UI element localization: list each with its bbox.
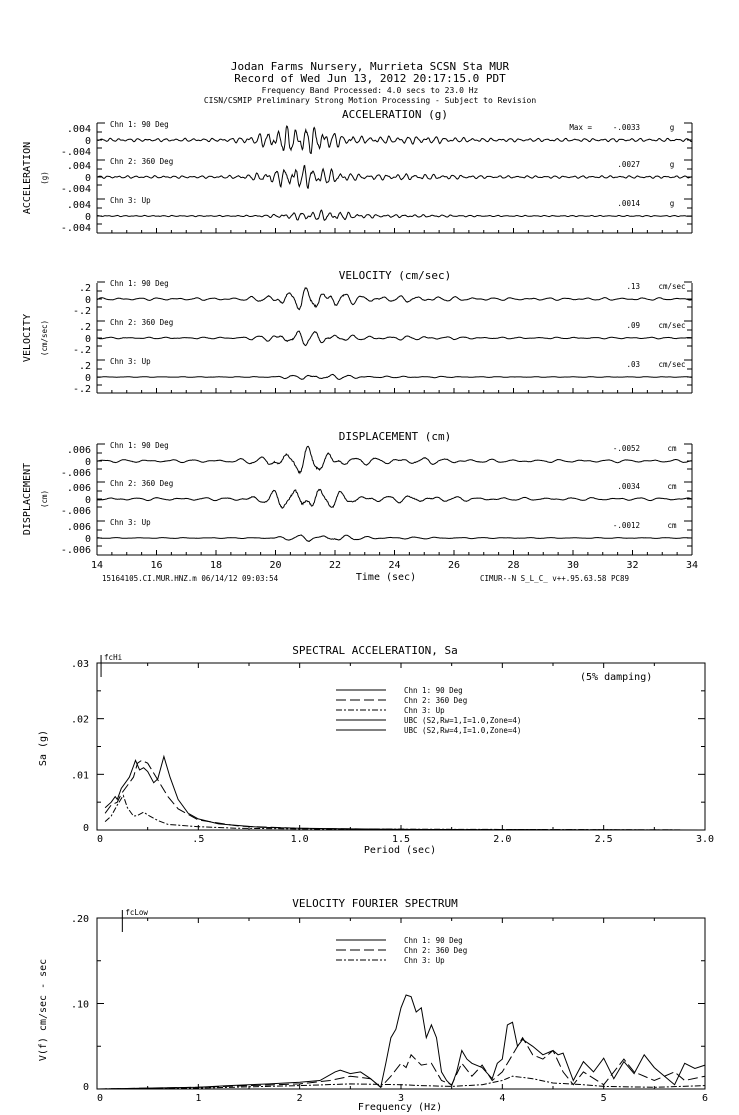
channel-max-value: .13 — [626, 282, 640, 291]
x-tick-label: 4 — [499, 1093, 506, 1104]
channel-max-value: .0027 — [617, 160, 640, 169]
cutoff-marker-label: fcLow — [125, 908, 148, 917]
waveform-trace — [97, 489, 692, 508]
x-tick-label: 5 — [600, 1093, 607, 1104]
time-tick-label: 18 — [209, 560, 223, 571]
fourier-xlabel: Frequency (Hz) — [357, 1102, 443, 1113]
channel-label: Chn 3: Up — [110, 196, 151, 205]
channel-max-unit: cm — [667, 521, 677, 530]
y-tick-label: -.004 — [60, 223, 91, 234]
cutoff-marker-label: fcHi — [104, 653, 123, 662]
x-tick-label: 2.0 — [493, 834, 512, 845]
y-tick-label: .2 — [78, 283, 91, 294]
y-tick-label: -.006 — [60, 545, 91, 556]
channel-max-value: .03 — [626, 360, 640, 369]
legend-label: Chn 2: 360 Deg — [404, 696, 468, 705]
y-tick-label: -.006 — [60, 506, 91, 517]
channel-max-value: .0034 — [617, 482, 640, 491]
channel-max-unit: cm/sec — [658, 282, 686, 291]
channel-label: Chn 2: 360 Deg — [110, 318, 174, 327]
plot-frame — [97, 663, 705, 830]
x-tick-label: 3 — [397, 1093, 405, 1104]
y-tick-label: .006 — [66, 445, 91, 456]
time-tick-label: 26 — [447, 560, 461, 571]
y-tick-label: .20 — [70, 914, 89, 925]
series-line — [105, 760, 705, 830]
y-tick-label: -.2 — [72, 384, 91, 395]
legend-label: Chn 2: 360 Deg — [404, 946, 468, 955]
series-line — [105, 757, 705, 831]
channel-label: Chn 3: Up — [110, 357, 151, 366]
acceleration-yunit: (g) — [40, 171, 49, 185]
y-tick-label: .03 — [70, 659, 89, 670]
waveform-trace — [97, 288, 692, 310]
channel-max-unit: g — [669, 123, 675, 132]
spectral-acceleration-title: SPECTRAL ACCELERATION, Sa — [292, 644, 458, 657]
y-tick-label: 0 — [84, 373, 91, 384]
legend-label: Chn 3: Up — [404, 956, 445, 965]
legend-label: UBC (S2,Rw=4,I=1.0,Zone=4) — [404, 726, 522, 735]
fourier-spectrum-title: VELOCITY FOURIER SPECTRUM — [292, 897, 458, 910]
channel-max-value: .0014 — [617, 199, 640, 208]
displacement-ylabel: DISPLACEMENT — [22, 462, 33, 536]
series-line — [105, 796, 705, 831]
waveform-trace — [97, 166, 692, 189]
y-tick-label: 0 — [84, 212, 91, 223]
x-tick-label: 3.0 — [695, 834, 715, 845]
y-tick-label: 0 — [82, 823, 89, 834]
legend-label: Chn 3: Up — [404, 706, 445, 715]
series-line — [97, 995, 705, 1089]
time-tick-label: 30 — [566, 560, 580, 571]
velocity-title: VELOCITY (cm/sec) — [338, 269, 452, 282]
channel-label: Chn 3: Up — [110, 518, 151, 527]
y-tick-label: 0 — [82, 1082, 89, 1093]
x-tick-label: .5 — [192, 834, 205, 845]
y-tick-label: .2 — [78, 361, 91, 372]
channel-max-value: .09 — [626, 321, 640, 330]
velocity-ylabel: VELOCITY — [22, 313, 33, 363]
sa-xlabel: Period (sec) — [363, 845, 437, 856]
x-tick-label: 6 — [701, 1093, 709, 1104]
channel-max-unit: g — [669, 160, 675, 169]
x-tick-label: 0 — [96, 834, 104, 845]
legend-label: Chn 1: 90 Deg — [404, 686, 463, 695]
waveform-trace — [97, 374, 692, 379]
channel-max-unit: cm/sec — [658, 360, 686, 369]
waveform-trace — [97, 535, 692, 542]
time-tick-label: 22 — [328, 560, 342, 571]
x-tick-label: 1.0 — [290, 834, 309, 845]
record-time: Record of Wed Jun 13, 2012 20:17:15.0 PDT — [234, 72, 506, 85]
y-tick-label: .004 — [66, 200, 91, 211]
time-axis-label: Time (sec) — [355, 572, 417, 583]
plot-frame — [97, 918, 705, 1089]
y-tick-label: 0 — [84, 457, 91, 468]
y-tick-label: 0 — [84, 334, 91, 345]
channel-label: Chn 1: 90 Deg — [110, 441, 169, 450]
processing-note: CISN/CSMIP Preliminary Strong Motion Processing - Subject to Revision — [203, 96, 537, 105]
y-tick-label: .006 — [66, 522, 91, 533]
y-tick-label: .006 — [66, 483, 91, 494]
channel-max-value: -.0033 — [612, 123, 640, 132]
channel-max-unit: cm/sec — [658, 321, 686, 330]
y-tick-label: -.004 — [60, 147, 91, 158]
time-tick-label: 24 — [388, 560, 401, 571]
channel-label: Chn 1: 90 Deg — [110, 120, 169, 129]
y-tick-label: .004 — [66, 124, 91, 135]
x-tick-label: 2 — [296, 1093, 303, 1104]
time-history-traces — [61, 120, 698, 571]
time-tick-label: 16 — [150, 560, 163, 571]
station-title: Jodan Farms Nursery, Murrieta SCSN Sta MUR — [230, 60, 510, 73]
report-header — [204, 60, 537, 105]
fourier-spectrum-plot — [71, 908, 708, 1104]
acceleration-title: ACCELERATION (g) — [342, 108, 448, 121]
y-tick-label: .004 — [66, 161, 91, 172]
max-prefix: Max = — [569, 123, 592, 132]
y-tick-label: 0 — [84, 295, 91, 306]
waveform-trace — [97, 210, 692, 220]
sa-ylabel: Sa (g) — [38, 729, 49, 767]
y-tick-label: 0 — [84, 534, 91, 545]
legend-label: UBC (S2,Rw=1,I=1.0,Zone=4) — [404, 716, 522, 725]
channel-max-unit: cm — [667, 482, 677, 491]
footer-file-info: 15164105.CI.MUR.HNZ.m 06/14/12 09:03:54 — [102, 574, 279, 583]
waveform-trace — [97, 126, 692, 153]
damping-note: (5% damping) — [580, 672, 653, 683]
x-tick-label: 2.5 — [594, 834, 613, 845]
channel-max-value: -.0052 — [612, 444, 640, 453]
footer-version-info: CIMUR--N S_L_C_ v++.95.63.58 PC89 — [480, 574, 630, 583]
time-tick-label: 34 — [685, 560, 699, 571]
y-tick-label: -.2 — [72, 306, 91, 317]
waveform-trace — [97, 331, 692, 345]
y-tick-label: 0 — [84, 136, 91, 147]
series-line — [97, 1038, 705, 1089]
y-tick-label: -.2 — [72, 345, 91, 356]
y-tick-label: .02 — [70, 714, 89, 726]
time-tick-label: 14 — [90, 560, 104, 571]
y-tick-label: -.006 — [60, 468, 91, 479]
velocity-yunit: (cm/sec) — [40, 319, 49, 357]
displacement-title: DISPLACEMENT (cm) — [338, 430, 452, 443]
y-tick-label: .10 — [70, 999, 89, 1011]
y-tick-label: .01 — [70, 770, 89, 782]
displacement-yunit: (cm) — [40, 489, 49, 509]
y-tick-label: -.004 — [60, 184, 91, 195]
waveform-trace — [97, 446, 692, 473]
y-tick-label: .2 — [78, 322, 91, 333]
x-tick-label: 1.5 — [391, 834, 411, 845]
legend-label: Chn 1: 90 Deg — [404, 936, 463, 945]
x-tick-label: 1 — [195, 1093, 202, 1104]
frequency-band: Frequency Band Processed: 4.0 secs to 23.0 Hz — [261, 86, 479, 95]
x-tick-label: 0 — [96, 1093, 104, 1104]
y-tick-label: 0 — [84, 495, 91, 506]
time-tick-label: 28 — [507, 560, 520, 571]
time-tick-label: 32 — [626, 560, 639, 571]
channel-max-unit: g — [669, 199, 675, 208]
fourier-ylabel: V(f) cm/sec - sec — [38, 958, 49, 1062]
channel-label: Chn 2: 360 Deg — [110, 479, 174, 488]
channel-label: Chn 2: 360 Deg — [110, 157, 174, 166]
y-tick-label: 0 — [84, 173, 91, 184]
channel-max-unit: cm — [667, 444, 677, 453]
channel-label: Chn 1: 90 Deg — [110, 279, 169, 288]
channel-max-value: -.0012 — [612, 521, 640, 530]
time-tick-label: 20 — [269, 560, 282, 571]
acceleration-ylabel: ACCELERATION — [22, 141, 33, 215]
